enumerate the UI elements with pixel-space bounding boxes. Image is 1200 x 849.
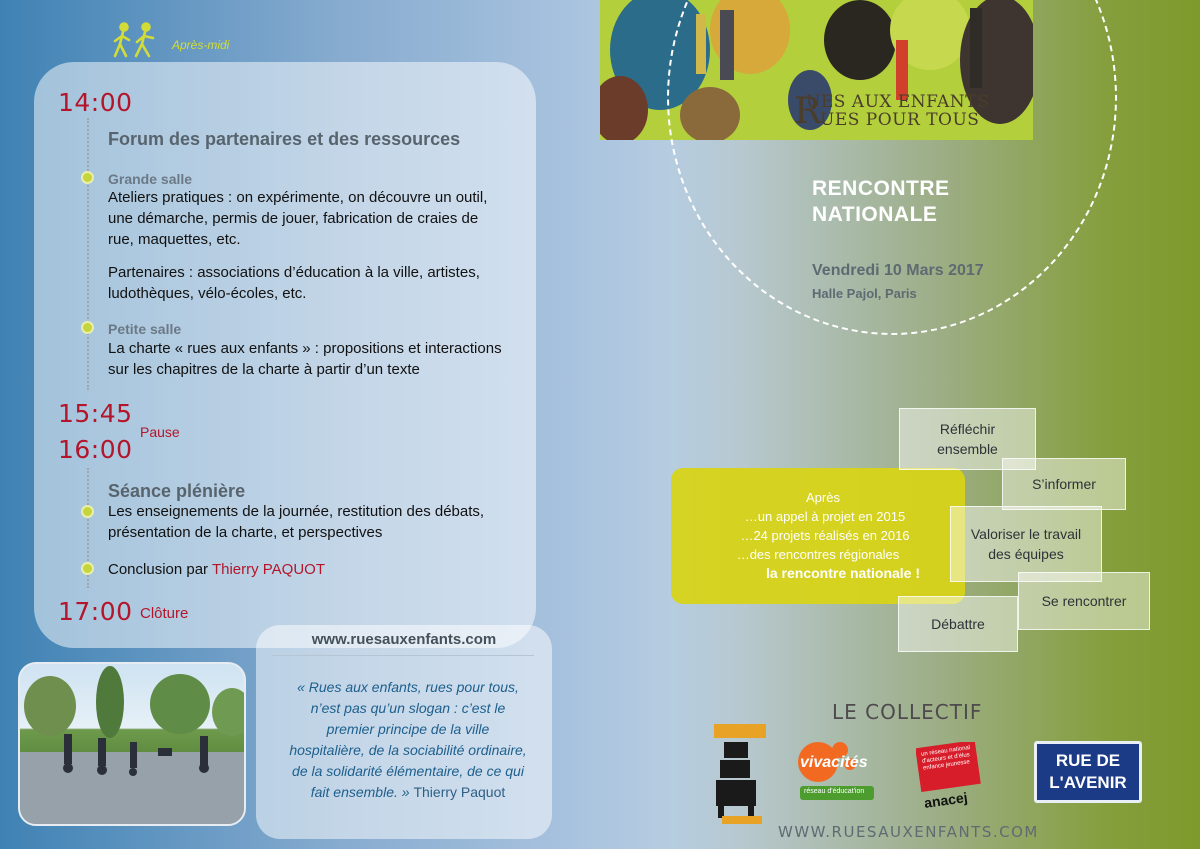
tag-informer: S’informer <box>1002 458 1126 510</box>
vivacites-logo: vivacités réseau d'éducat'ion <box>792 740 900 804</box>
quote-text: « Rues aux enfants, rues pour tous, n’est pas qu’un slogan : c’est le premier principe de la ville hospitalière, de la sociabilité ordinaire, de la solidarité élémentaire, de ce qui fait ensemble. » Thierry Paquot <box>289 679 527 800</box>
timeline-dotted-line <box>87 118 89 390</box>
anacej-logo: un réseau national d'acteurs et d'élus enfance jeunesse anacej <box>916 742 982 812</box>
tag-valoriser: Valoriser le travail des équipes <box>950 506 1102 582</box>
dashed-arc-decoration <box>667 0 1117 335</box>
quote-author: Thierry Paquot <box>413 784 506 800</box>
banner-logo: R UES AUX ENFANTS UES POUR TOUS <box>794 91 990 132</box>
period-label: Après-midi <box>172 38 230 52</box>
rue-de-lavenir-logo: RUE DE L'AVENIR <box>1034 741 1142 803</box>
conclusion-speaker: Thierry PAQUOT <box>211 561 326 578</box>
partners-text: Partenaires : associations d’éducation à la ville, artistes, ludothèques, vélo-écoles, etc. <box>108 264 480 302</box>
grande-salle-text: Ateliers pratiques : on expérimente, on découvre un outil, une démarche, permis de jouer, fabrication de craies de rue, maquettes, etc. <box>108 189 488 248</box>
time-1700: 17:00 <box>58 597 133 626</box>
children-cartwheel-photo <box>18 662 246 826</box>
petite-salle-text: La charte « rues aux enfants » : propositions et interactions sur les chapitres de la charte à partir d’un texte <box>108 340 502 378</box>
bullet-icon <box>81 505 94 518</box>
time-1600: 16:00 <box>58 435 133 464</box>
quote-card <box>256 625 552 839</box>
petite-salle-title: Petite salle <box>108 321 182 337</box>
forum-title: Forum des partenaires et des ressources <box>108 129 461 149</box>
tag-reflechir: Réfléchir ensemble <box>899 408 1036 470</box>
cloture-label: Clôture <box>140 605 189 622</box>
pleniere-title: Séance plénière <box>108 481 246 501</box>
pause-label: Pause <box>140 424 180 440</box>
time-1400: 14:00 <box>58 88 133 117</box>
event-title: RENCONTRE NATIONALE <box>812 177 950 226</box>
pleniere-text: Les enseignements de la journée, restitution des débats, présentation de la charte, et perspectives <box>108 503 485 541</box>
footer-url[interactable]: WWW.RUESAUXENFANTS.COM <box>778 823 1039 841</box>
collectif-title: LE COLLECTIF <box>832 700 983 724</box>
time-1545: 15:45 <box>58 399 133 428</box>
website-url[interactable]: www.ruesauxenfants.com <box>311 631 497 648</box>
history-text: Après …un appel à projet en 2015 …24 projets réalisés en 2016 …des rencontres régionales la rencontre nationale ! <box>736 490 921 581</box>
bullet-icon <box>81 562 94 575</box>
bullet-icon <box>81 171 94 184</box>
tag-rencontrer: Se rencontrer <box>1018 572 1150 630</box>
tag-debattre: Débattre <box>898 596 1018 652</box>
bullet-icon <box>81 321 94 334</box>
grande-salle-title: Grande salle <box>108 171 193 187</box>
event-place: Halle Pajol, Paris <box>812 286 917 301</box>
bremen-animals-logo-icon <box>710 720 770 825</box>
photo-scene <box>20 664 246 826</box>
walking-figures-icon <box>112 22 162 60</box>
event-date: Vendredi 10 Mars 2017 <box>812 262 984 279</box>
quote-divider <box>272 655 534 656</box>
conclusion-text: Conclusion par Thierry PAQUOT <box>108 561 326 578</box>
